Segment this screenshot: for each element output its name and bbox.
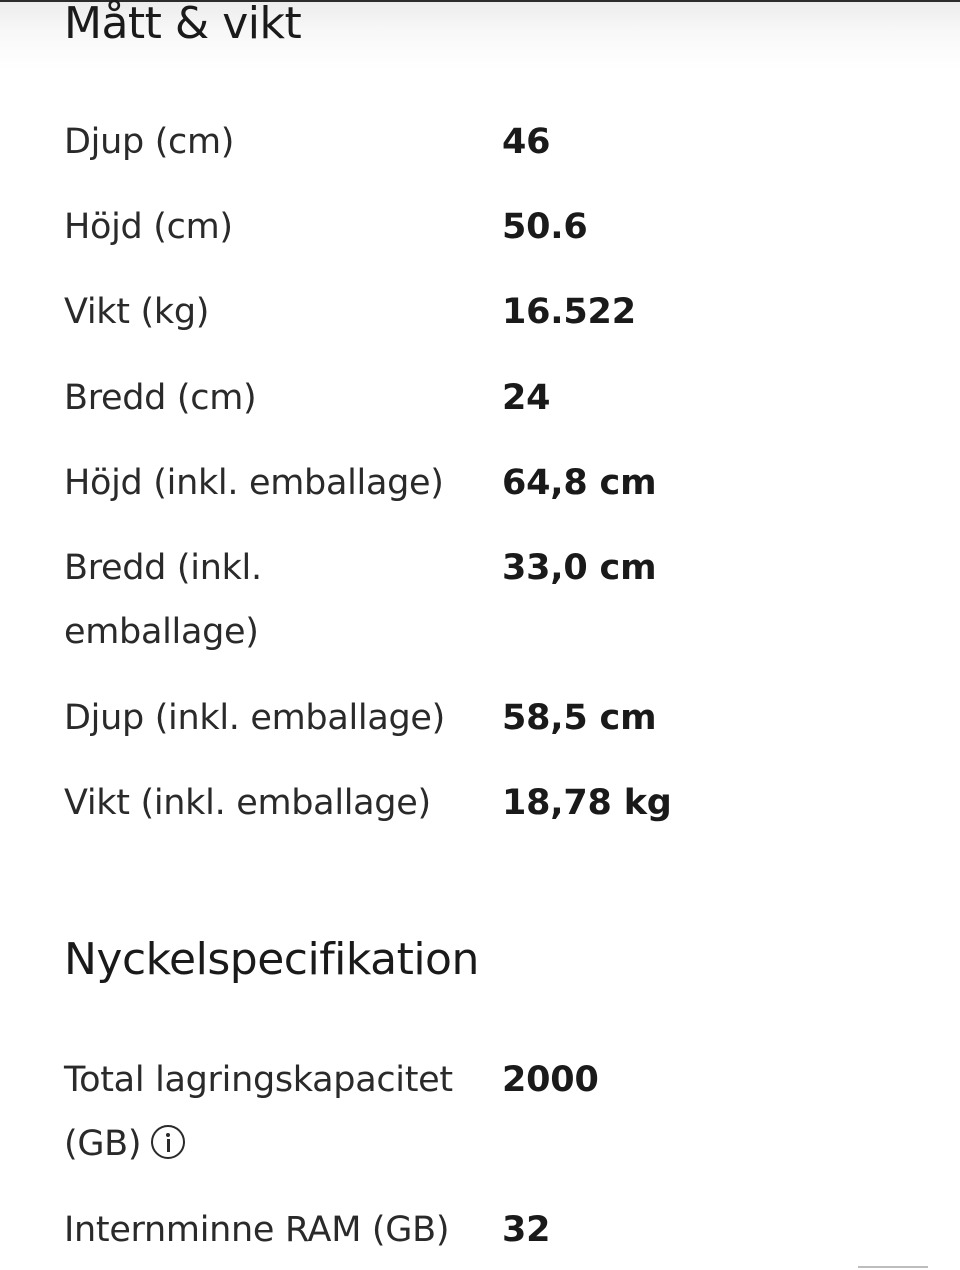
spec-label xyxy=(64,1048,484,1176)
spec-value: 24 xyxy=(502,378,551,418)
spec-label: Vikt (kg) xyxy=(64,292,210,332)
spec-label: Bredd (cm) xyxy=(64,378,257,418)
spec-value: 33,0 cm xyxy=(502,548,657,588)
spec-label: Höjd (inkl. emballage) xyxy=(64,463,444,503)
spec-value: 18,78 kg xyxy=(502,783,672,823)
spec-label: Höjd (cm) xyxy=(64,207,233,247)
spec-label-text: Total lagringskapacitet (GB) xyxy=(64,1060,453,1164)
spec-value: 50.6 xyxy=(502,207,588,247)
spec-label: Bredd (inkl. emballage) xyxy=(64,548,262,652)
spec-label: Djup (inkl. emballage) xyxy=(64,698,445,738)
spec-label: Djup (cm) xyxy=(64,122,235,162)
spec-label: Internminne RAM (GB) xyxy=(64,1210,450,1250)
spec-value: 46 xyxy=(502,122,551,162)
spec-value: 16.522 xyxy=(502,292,636,332)
section-title-matt-vikt: Mått & vikt xyxy=(64,0,302,49)
spec-value: 32 xyxy=(502,1210,551,1250)
spec-label: Vikt (inkl. emballage) xyxy=(64,783,431,823)
info-icon[interactable] xyxy=(151,1125,185,1159)
bottom-edge-element xyxy=(858,1266,928,1270)
spec-value: 64,8 cm xyxy=(502,463,657,503)
spec-value: 58,5 cm xyxy=(502,698,657,738)
spec-value: 2000 xyxy=(502,1060,599,1100)
section-title-nyckelspecifikation: Nyckelspecifikation xyxy=(64,934,479,985)
